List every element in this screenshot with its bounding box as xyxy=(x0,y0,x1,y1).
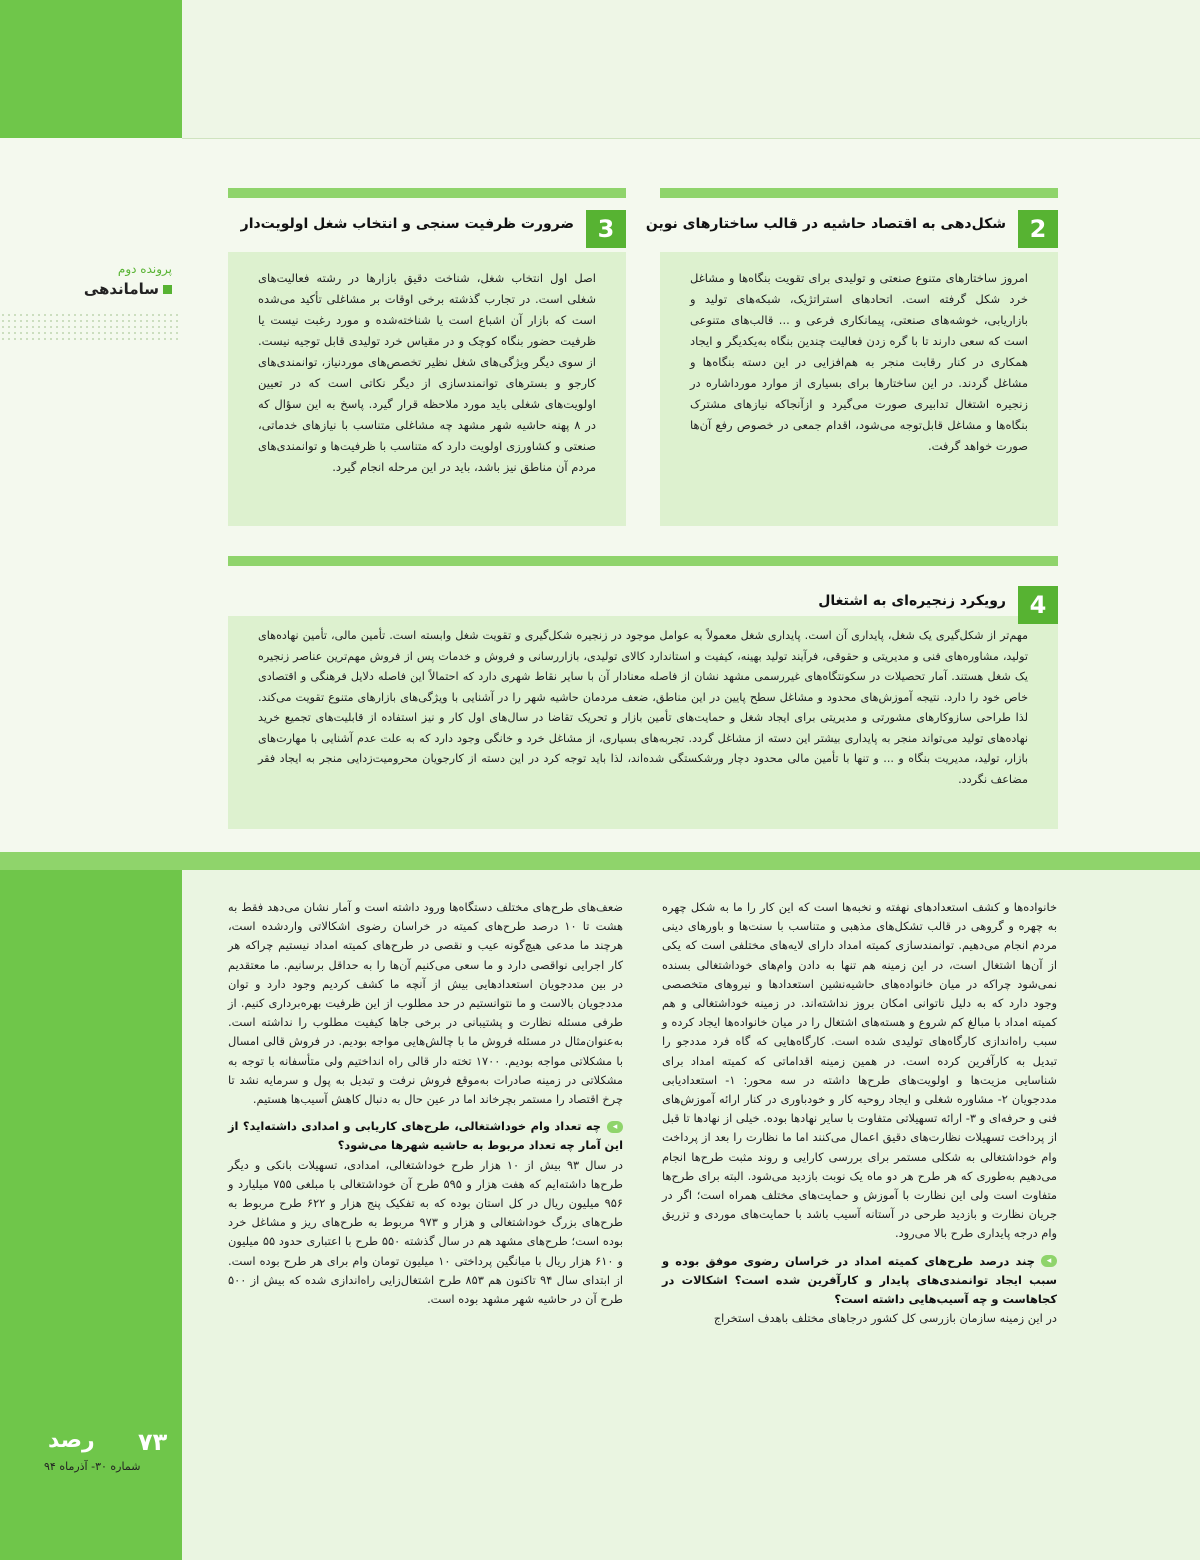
box-head-strip xyxy=(228,556,1058,566)
section-main-text: ساماندهی xyxy=(83,280,159,298)
question xyxy=(228,1117,623,1155)
bottom-left-bar xyxy=(0,870,182,1560)
interview-column-right xyxy=(662,898,1057,1328)
top-band xyxy=(182,0,1200,139)
magazine-logo: رصد xyxy=(48,1428,95,1453)
dot-pattern xyxy=(0,312,182,342)
section-main-label xyxy=(60,280,172,298)
section-title: رویکرد زنجیره‌ای به اشتغال xyxy=(818,593,1006,609)
section-sup-label: پرونده دوم xyxy=(117,262,172,276)
box-section-4 xyxy=(228,556,1058,829)
paragraph: ضعف‌های طرح‌های مختلف دستگاه‌ها ورود داشته است و آمار نشان می‌دهد فقط به‌ هشت تا ۱۰ درصد طرح‌های کمیته در خراسان رضوی اشکالاتی واردشده است، هرچند ما مدعی هیچ‌گونه عیب و نقصی در طرح‌های کمیته امداد نیستیم چراکه هر کار اجرایی نواقصی دارد و ما سعی می‌کنیم آن‌ها را به حداقل برسانیم. ما معتقدیم در بین مددجویان استعدادهایی بیش از آنچه ما کشف کردیم وجود دارد و توان مددجویان بالاست و ما نتوانستیم در حد مطلوب از این ظرفیت بهره‌برداری کنیم. از طرفی مسئله نظارت و پشتیبانی در برخی جاها کیفیت مطلوب را نداشته است. به‌عنوان‌مثال در مسئله فروش ما با چالش‌هایی مواجه بودیم. در فروش قالی امسال با مشکلاتی مواجه بودیم. ۱۷۰۰ تخته دار قالی راه انداختیم ولی متأسفانه با توجه به مشکلاتی در زمینه صادرات به‌موقع فروش نرفت و تبدیل به پول و سرمایه نشد تا چرخ اقتصاد را مستمر بچرخاند اما در عین حال به دنبال کاهش آسیب‌ها هستیم. xyxy=(228,900,624,1107)
question-bullet-icon: ◂ xyxy=(1041,1255,1057,1267)
question-bullet-icon: ◂ xyxy=(607,1121,623,1133)
page-number: ۷۳ xyxy=(138,1428,168,1456)
paragraph: خانواده‌ها و کشف استعدادهای نهفته و نخبه‌ها است که این کار را ما به شکل چهره به چهره و گروهی در قالب تشکل‌های مذهبی و متناسب با سنت‌ها و باورهای دینی مردم انجام می‌دهیم. توانمندسازی کمیته امداد دارای لایه‌های مختلفی است که یکی از آن‌ها اشتغال است، در این زمینه هم تنها به دادن وام‌های خوداشتغالی بسنده نمی‌شود چراکه در میان خانواده‌های حاشیه‌نشین استعدادها و نیروهای متخصصی وجود دارد که به دلیل ناتوانی امکان بروز نداشته‌اند. در زمینه خوداشتغالی و هم کمیته امداد با مبالغ کم شروع و هسته‌های اشتغال را در میان خانواده‌ها ایجاد کرده و سبب راه‌اندازی کارگاه‌های تولیدی شده است. کارگاه‌هایی که گاه فرد مددجو را تبدیل به کارآفرین کرده است. در همین زمینه اقداماتی که کمیته امداد برای شناسایی مزیت‌ها و اولویت‌های طرح‌ها داشته در سه محور: ۱- استعدادیابی مددجویان ۲- مشاوره شغلی و ایجاد روحیه کار و خودباوری در کنار ارائه آموزش‌های فنی و حرفه‌ای و ۳- ارائه تسهیلاتی متفاوت با سایر نهادها بوده. خیلی از نهادها تا قبل از پرداخت تسهیلات نظارت‌های دقیق اعمال می‌کنند اما ما نظارت را بعد از پرداخت وام خوداشتغالی به شکلی مستمر برای بررسی کارایی و روند مثبت طرح‌ها انجام می‌دهیم به‌طوری که هر طرح هر دو ماه یک نوبت بازدید می‌شود. البته برای طرح‌ها متفاوت است ولی این نظارت با آموزش و حمایت‌های مختلف همراه است؛ اگر در جریان نظارت و بازدید طرحی در آستانه آسیب باشد با حمایت‌های موردی و تزریق وام درجه پایداری طرح بالا می‌رود. xyxy=(662,900,1057,1241)
section-body: مهم‌تر از شکل‌گیری یک شغل، پایداری آن است. پایداری شغل معمولاً به عوامل موجود در زنجیره شکل‌گیری و تقویت شغل وابسته است. تأمین مالی، تأمین نهاده‌های تولید، مشاوره‌های فنی و مدیریتی و حقوقی، فرآیند تولید بهینه، کیفیت و استاندارد کالای تولیدی، بازاررسانی و فروش و خدمات پس از فروش مهم‌ترین عناصر زنجیره یک شغل هستند. آمار تحصیلات در سکونتگاه‌های غیررسمی مشهد نشان از فاصله معنادار آن با سایر نقاط شهری دارد که احتمالاً این فاصله دلایل فرهنگی و اقتصادی خاص خود را دارد. نتیجه آموزش‌های محدود و مشاغل سطح پایین در این مناطق، ضعف مردمان حاشیه شهر را در آشنایی با ویژگی‌های بازارهای متنوع تقویت می‌کند. لذا طراحی سازوکارهای مشورتی و مدیریتی برای ایجاد شغل و حمایت‌های تأمین بازار و تحریک تقاضا در سال‌های اول کار و نیز استفاده از قابلیت‌های تجمیع خرید نهاده‌های تولید می‌تواند منجر به پایداری بیشتر این دسته از مشاغل گردد. تجربه‌های بسیاری، از مشاغل خرد و خانگی وجود دارد که به علت عدم آشنایی با مهارت‌های بازار، تولید، مدیریت بنگاه و ... و تنها با تأمین مالی محدود دچار ورشکستگی شده‌اند، لذا باید توجه کرد در این دسته از کارجویان محرومیت‌زدایی منجر به ایجاد فقر مضاعف نگردد. xyxy=(258,629,1028,786)
section-number: 3 xyxy=(586,210,626,248)
question xyxy=(662,1252,1057,1310)
square-bullet-icon xyxy=(163,285,172,294)
issue-info: شماره ۳۰- آذرماه ۹۴ xyxy=(44,1460,141,1473)
section-label xyxy=(60,262,172,298)
section-body: اصل اول انتخاب شغل، شناخت دقیق بازارها در رشته فعالیت‌های شغلی است. در تجارب گذشته برخی اوقات بر مشاغلی تأکید می‌شده است که بازار آن اشباع است یا شناخته‌شده و مورد رغبت نیست یا ظرفیت حضور بنگاه کوچک و در مقیاس خرد تولیدی قابل توجیه نیست. از سوی دیگر ویژگی‌های شغل نظیر تخصص‌های موردنیاز، توانمندی‌های کارجو و بسترهای توانمندسازی از دیگر نکاتی است که در تعیین اولویت‌های شغلی باید مورد ملاحظه قرار گیرد. پاسخ به این سؤال که در ۸ پهنه حاشیه شهر مشهد چه مشاغلی متناسب با نیازهای خدماتی، صنعتی و کشاورزی اولویت دارد که متناسب با ظرفیت‌ها و توانمندی‌های مردم آن مناطق نیز باشد، باید در این مرحله انجام گیرد. xyxy=(258,271,596,474)
question-text: چه تعداد وام خوداشتغالی، طرح‌های کاریابی و امدادی داشته‌اید؟ از این آمار چه تعداد مربوط به حاشیه شهرها می‌شود؟ xyxy=(228,1119,623,1153)
box-head-strip xyxy=(228,188,626,198)
box-section-3 xyxy=(228,188,626,526)
box-head-strip xyxy=(660,188,1058,198)
question-text: چند درصد طرح‌های کمیته امداد در خراسان رضوی موفق بوده و سبب ایجاد توانمندی‌های پایدار و کارآفرین شده است؟ اشکالات در کجاهاست و چه آسیب‌هایی داشته است؟ xyxy=(662,1253,1057,1307)
section-number: 4 xyxy=(1018,586,1058,624)
box-section-2 xyxy=(645,188,1058,526)
section-title: شکل‌دهی به اقتصاد حاشیه در قالب ساختارهای نوین xyxy=(645,216,1006,232)
paragraph: در سال ۹۳ بیش از ۱۰ هزار طرح خوداشتغالی، امدادی، تسهیلات بانکی و دیگر طرح‌ها داشته‌ایم که هفت هزار و ۵۹۵ طرح آن خوداشتغالی با مبلغی ۷۵۵ میلیارد و ۹۵۶ میلیون ریال در کل استان بوده که به تفکیک پنج هزار و ۶۲۲ طرح مربوط به طرح‌های بزرگ خوداشتغالی و هزار و ۹۷۳ مربوط به طرح‌های ریز و مشاغل خرد بوده است؛ طرح‌های مشهد هم در سال گذشته ۵۵۰ طرح با اعتباری حدود ۵۵ میلیون و ۶۱۰ هزار ریال با میانگین پرداختی ۱۰ میلیون تومان وام برای هر طرح بوده است. از ابتدای سال ۹۴ تاکنون هم ۸۵۳ طرح اشتغال‌زایی راه‌اندازی شده که بیش از ۵۰۰ طرح آن در حاشیه شهر مشهد بوده است. xyxy=(228,1157,624,1307)
section-number: 2 xyxy=(1018,210,1058,248)
interview-column-left xyxy=(228,898,623,1309)
paragraph: در این زمینه سازمان بازرسی کل کشور درجاهای مختلف باهدف استخراج xyxy=(713,1311,1057,1326)
section-title: ضرورت ظرفیت‌ سنجی و انتخاب شغل اولویت‌دار xyxy=(240,216,574,232)
section-body: امروز ساختارهای متنوع صنعتی و تولیدی برای تقویت بنگاه‌ها و مشاغل خرد شکل گرفته است. اتحادهای استراتژیک، شبکه‌های تولید و بازاریابی، خوشه‌های صنعتی، پیمانکاری فرعی و ... قالب‌های متنوعی است که سعی دارند تا با گره زدن فعالیت چندین بنگاه به‌یکدیگر و ایجاد همکاری در کنار رقابت منجر به هم‌افزایی در این دسته بنگاه‌ها و مشاغل گردند. در این ساختارها برای بسیاری از موارد مورداشاره در زنجیره اشتغال تدابیری صورت می‌گیرد و ازآنجاکه نیازهای مشترک بنگاه‌ها و مشاغل قابل‌توجه می‌شود، اقدام جمعی در خصوص رفع آن‌ها صورت خواهد گرفت. xyxy=(690,271,1028,453)
divider-band xyxy=(0,852,1200,870)
top-left-color-bar xyxy=(0,0,182,138)
